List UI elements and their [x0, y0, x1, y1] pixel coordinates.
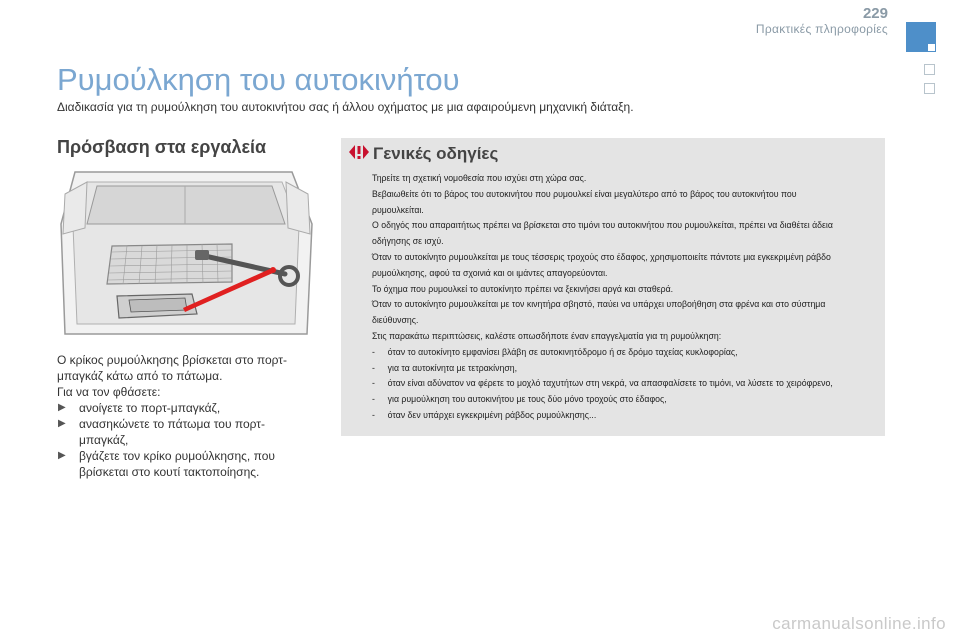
access-steps — [57, 400, 322, 480]
access-step-text: βρίσκεται στο κουτί τακτοποίησης. — [79, 465, 260, 479]
general-case: - όταν το αυτοκίνητο εμφανίσει βλάβη σε αυτοκινητόδρομο ή σε δρόμο ταχείας κυκλοφορίας, — [372, 346, 738, 358]
general-line: Στις παρακάτω περιπτώσεις, καλέστε οπωσδήποτε έναν επαγγελματία για τη ρυμούλκηση: — [372, 330, 722, 342]
general-line: ρυμουλκείται. — [372, 204, 424, 216]
general-case-text: για τα αυτοκίνητα με τετρακίνηση, — [387, 362, 518, 374]
general-heading: Γενικές οδηγίες — [373, 144, 499, 163]
access-step — [57, 400, 322, 416]
page-subtitle: Διαδικασία για τη ρυμούλκηση του αυτοκινήτου σας ή άλλου οχήματος με μια αφαιρούμενη μηχανική διάταξη. — [57, 100, 634, 114]
access-step — [57, 448, 322, 480]
access-step-text: μπαγκάζ, — [79, 433, 129, 447]
general-case-text: όταν το αυτοκίνητο εμφανίσει βλάβη σε αυτοκινητόδρομο ή σε δρόμο ταχείας κυκλοφορίας, — [387, 346, 738, 358]
general-line: οδήγησης σε ισχύ. — [372, 236, 444, 248]
general-line: ρυμούλκησης, αφού τα σχοινιά και οι ιμάντες απαγορεύονται. — [372, 267, 608, 279]
general-case-text: όταν είναι αδύνατον να φέρετε το μοχλό ταχυτήτων στη νεκρά, να απασφαλίσετε το τιμόνι, να λύσετε το χειρόφρενο, — [387, 378, 833, 390]
access-step-text: βγάζετε τον κρίκο ρυμούλκησης, που — [79, 449, 275, 463]
general-line: Όταν το αυτοκίνητο ρυμουλκείται με τους τέσσερις τροχούς στο έδαφος, χρησιμοποιείτε πάντοτε μια εγκεκριμένη ράβδο — [372, 251, 831, 263]
arrow-bullet-icon: ▶ — [58, 418, 66, 429]
general-line: Τηρείτε τη σχετική νομοθεσία που ισχύει στη χώρα σας. — [372, 173, 587, 184]
access-intro-line: Ο κρίκος ρυμούλκησης βρίσκεται στο πορτ- — [57, 353, 288, 367]
general-line: Το όχημα που ρυμουλκεί το αυτοκίνητο πρέπει να ξεκινήσει αργά και σταθερά. — [372, 283, 674, 295]
tab-marker-icon — [928, 44, 935, 51]
general-case-text: όταν δεν υπάρχει εγκεκριμένη ράβδος ρυμούλκησης... — [387, 409, 597, 421]
section-tab-outline[interactable] — [924, 64, 935, 75]
general-case-text: για ρυμούλκηση του αυτοκινήτου με τους δύο μόνο τροχούς στο έδαφος, — [387, 394, 667, 406]
warning-icon — [347, 144, 371, 160]
section-tab-active[interactable] — [906, 22, 936, 52]
watermark: carmanualsonline.info — [772, 614, 946, 633]
general-line: διεύθυνσης. — [372, 315, 419, 327]
access-step-text: ανασηκώνετε το πάτωμα του πορτ- — [79, 417, 266, 431]
access-step-text: ανοίγετε το πορτ-μπαγκάζ, — [79, 401, 221, 415]
general-case: - όταν δεν υπάρχει εγκεκριμένη ράβδος ρυμούλκησης... — [372, 409, 597, 421]
page-title: Ρυμούλκηση του αυτοκινήτου — [57, 62, 460, 97]
access-step — [57, 416, 322, 448]
page-number: 229 — [862, 5, 888, 22]
access-instructions — [57, 352, 322, 480]
general-case: - για τα αυτοκίνητα με τετρακίνηση, — [372, 362, 518, 374]
general-instructions-box — [341, 138, 885, 436]
general-case: - όταν είναι αδύνατον να φέρετε το μοχλό ταχυτήτων στη νεκρά, να απασφαλίσετε το τιμόνι, να λύσετε το χειρόφρενο, — [372, 378, 833, 390]
arrow-bullet-icon: ▶ — [58, 450, 66, 461]
access-intro-line: Για να τον φθάσετε: — [57, 385, 161, 399]
general-cases — [372, 345, 838, 424]
arrow-bullet-icon: ▶ — [58, 402, 66, 413]
general-line: Ο οδηγός που απαραιτήτως πρέπει να βρίσκεται στο τιμόνι του αυτοκινήτου που ρυμουλκείται, πρέπει να διαθέτει άδεια — [372, 220, 833, 232]
access-heading: Πρόσβαση στα εργαλεία — [57, 137, 267, 157]
access-intro-line: μπαγκάζ κάτω από το πάτωμα. — [57, 369, 223, 383]
section-title: Πρακτικές πληροφορίες — [755, 22, 888, 36]
general-case: - για ρυμούλκηση του αυτοκινήτου με τους δύο μόνο τροχούς στο έδαφος, — [372, 394, 667, 406]
general-line: Βεβαιωθείτε ότι το βάρος του αυτοκινήτου που ρυμουλκεί είναι μεγαλύτερο από το βάρος του αυτοκινήτου που — [372, 188, 797, 200]
section-tab-outline[interactable] — [924, 83, 935, 94]
trunk-illustration — [57, 164, 316, 339]
general-line: Όταν το αυτοκίνητο ρυμουλκείται με τον κινητήρα σβηστό, παύει να υπάρχει υποβοήθηση στα φρένα και στο σύστημα — [372, 299, 826, 311]
general-body — [372, 171, 838, 424]
